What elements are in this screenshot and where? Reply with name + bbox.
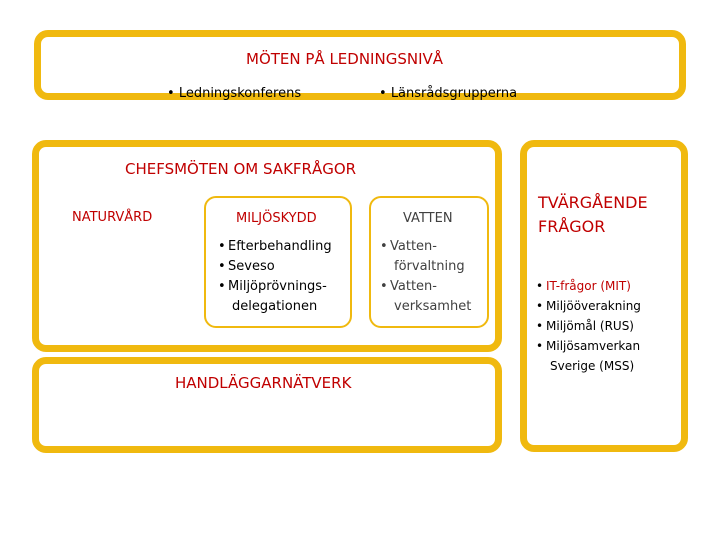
naturvard-title: NATURVÅRD [72,210,153,225]
vattenverksamhet-line1: Vatten- [390,279,437,294]
miljomal-label: Miljömål (RUS) [546,319,634,333]
bullet: • [218,239,226,254]
bullet: • [379,86,387,101]
tvargaende-item-miljosamverkan [536,336,684,376]
ledningskonferens-label: Ledningskonferens [178,86,302,101]
bullet: • [536,279,544,293]
miljosamverkan-line2: Sverige (MSS) [550,359,635,373]
ledningsniva-title: MÖTEN PÅ LEDNINGSNIVÅ [246,50,444,68]
miljoskydd-item-miljoprovning [218,277,348,317]
bullet: • [536,299,544,313]
efterbehandling-label: Efterbehandling [228,239,332,254]
tvargaende-item-it-fragor [536,276,684,296]
ledningsniva-item-lansradsgrupperna [379,86,517,101]
miljosamverkan-line1: Miljösamverkan [546,339,641,353]
miljoskydd-list [218,237,348,317]
handlaggarnatverk-title: HANDLÄGGARNÄTVERK [175,374,352,392]
tvargaende-title-line1: TVÄRGÅENDE [538,193,648,212]
seveso-label: Seveso [228,259,275,274]
bullet: • [218,259,226,274]
miljoprovning-label-line2: delegationen [232,299,318,314]
miljoskydd-item-efterbehandling [218,237,348,257]
it-fragor-label: IT-frågor (MIT) [546,279,631,293]
bullet: • [536,339,544,353]
bullet: • [380,279,388,294]
vatten-list [380,237,485,317]
vattenverksamhet-line2: verksamhet [394,299,472,314]
vatten-item-verksamhet [380,277,485,317]
miljoskydd-title: MILJÖSKYDD [236,211,317,226]
tvargaende-item-miljooverakning [536,296,684,316]
bullet: • [380,239,388,254]
tvargaende-list [536,276,684,376]
bullet: • [167,86,175,101]
vattenforvaltning-line1: Vatten- [390,239,437,254]
miljoskydd-item-seveso [218,257,348,277]
bullet: • [536,319,544,333]
ledningsniva-item-ledningskonferens [167,86,301,101]
bullet: • [218,279,226,294]
vatten-item-forvaltning [380,237,485,277]
chefsmoten-title: CHEFSMÖTEN OM SAKFRÅGOR [125,160,357,178]
tvargaende-title-line2: FRÅGOR [538,217,606,236]
lansradsgrupperna-label: Länsrådsgrupperna [390,86,518,101]
miljoprovning-label-line1: Miljöprövnings- [228,279,327,294]
miljooverakning-label: Miljööverakning [546,299,641,313]
vatten-title: VATTEN [403,211,453,226]
vattenforvaltning-line2: förvaltning [394,259,465,274]
handlaggarnatverk-box [32,357,502,453]
tvargaende-item-miljomal [536,316,684,336]
